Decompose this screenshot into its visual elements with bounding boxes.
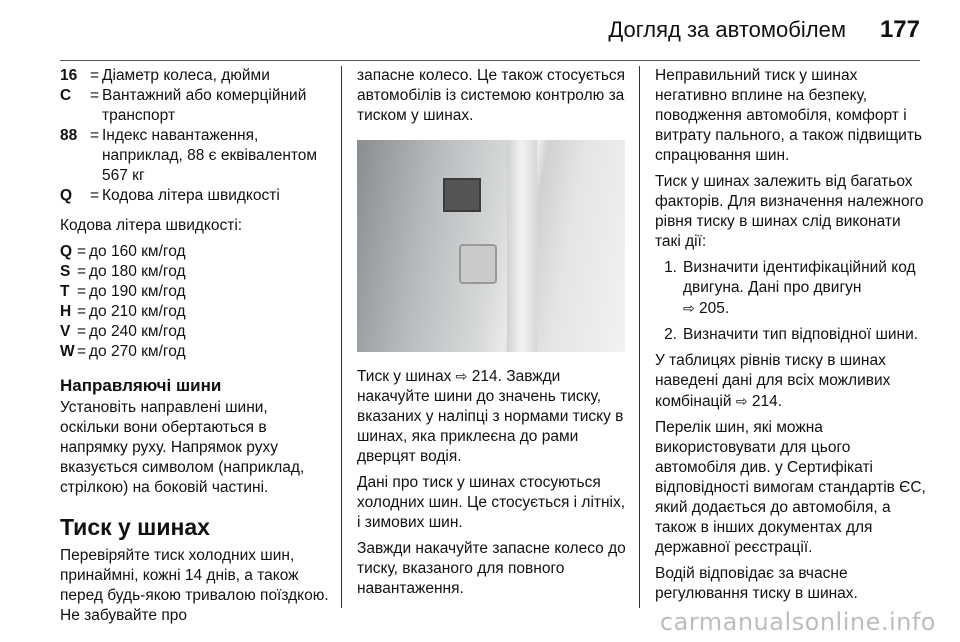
- definition-row: C = Вантажний або комерційний транспорт: [60, 87, 307, 124]
- paragraph: Неправильний тиск у шинах негативно вплине на безпеку, поводження автомобіля, комфорт і витрату пального, а також підвищить спрацювання шин.: [655, 67, 922, 164]
- directional-tyres-heading: Направляючі шини: [60, 376, 222, 395]
- definition-row: 16 = Діаметр колеса, дюйми: [60, 67, 270, 84]
- paragraph: запасне колесо. Це також стосується автомобілів із системою контролю за тиском у шинах.: [357, 67, 626, 124]
- page-title: Догляд за автомобілем: [608, 17, 846, 42]
- reference-arrow-icon: ⇨: [735, 393, 748, 409]
- definition-row: Q = Кодова літера швидкості: [60, 187, 280, 204]
- tyre-pressure-text: Перевіряйте тиск холодних шин, принаймні, кожні 14 днів, а також перед будь-якою тривалою поїздкою. Не забувайте про: [60, 547, 329, 624]
- column-1: [60, 66, 330, 632]
- page-reference[interactable]: 214: [751, 393, 778, 410]
- speed-row: V = до 240 км/год: [60, 323, 186, 340]
- paragraph: Перелік шин, які можна використовувати для цього автомобіля див. у Сертифікаті відповідності вимогам стандартів ЄС, який додається до автомобіля, а також в інших документах для державної реєстрації.: [655, 419, 926, 556]
- steps-list: [655, 258, 927, 345]
- door-latch: [459, 244, 497, 284]
- speed-row: Q = до 160 км/год: [60, 243, 186, 260]
- page-header: [60, 14, 920, 46]
- tyre-pressure-heading: Тиск у шинах: [60, 514, 210, 540]
- paragraph: Завжди накачуйте запасне колесо до тиску, вказаного для повного навантаження.: [357, 540, 626, 597]
- tire-code-definitions: [60, 66, 330, 206]
- watermark: carmanualsonline.info: [659, 608, 936, 636]
- reference-arrow-icon: ⇨: [455, 368, 468, 384]
- header-rule: [60, 60, 920, 61]
- paragraph: Тиск у шинах ⇨ 214. Завжди накачуйте шини до значень тиску, вказаних у наліпці з нормами тиску в шинах, яка приклеєна до рами дверцят водія.: [357, 368, 624, 465]
- speed-row: H = до 210 км/год: [60, 303, 186, 320]
- column-2: [357, 66, 627, 605]
- paragraph: Тиск у шинах залежить від багатьох факторів. Для визначення належного рівня тиску в шинах слід виконати такі дії:: [655, 173, 924, 250]
- directional-tyres-text: Установіть направлені шини, оскільки вони обертаються в напрямку руху. Напрямок руху вказується символом (наприклад, стрілкою) на боковій частині.: [60, 399, 305, 496]
- page-reference[interactable]: 205: [699, 300, 725, 317]
- column-divider-2: [639, 66, 640, 608]
- page-number: 177: [879, 16, 920, 43]
- tyre-pressure-label-sticker: [443, 178, 481, 212]
- reference-arrow-icon: ⇨: [683, 300, 695, 316]
- paragraph: У таблицях рівнів тиску в шинах наведені дані для всіх можливих комбінацій ⇨ 214.: [655, 352, 891, 410]
- speed-row: S = до 180 км/год: [60, 263, 186, 280]
- paragraph: Дані про тиск у шинах стосуються холодних шин. Це стосується і літніх, і зимових шин.: [357, 474, 626, 531]
- list-item: 2. Визначити тип відповідної шини.: [664, 326, 919, 343]
- speed-code-intro: Кодова літера швидкості:: [60, 217, 243, 234]
- speed-row: W = до 270 км/год: [60, 343, 186, 360]
- column-divider-1: [341, 66, 342, 608]
- page-reference[interactable]: 214: [471, 368, 498, 385]
- speed-code-list: [60, 242, 330, 362]
- door-frame: [507, 140, 537, 352]
- definition-row: 88 = Індекс навантаження, наприклад, 88 є еквівалентом 567 кг: [60, 127, 318, 184]
- list-item: 1. Визначити ідентифікаційний код двигуна. Дані про двигун ⇨ 205.: [664, 259, 916, 317]
- paragraph: Водій відповідає за вчасне регулювання тиску в шинах.: [655, 565, 858, 602]
- column-3: [655, 66, 927, 610]
- speed-row: T = до 190 км/год: [60, 283, 186, 300]
- door-frame-photo: [357, 140, 625, 352]
